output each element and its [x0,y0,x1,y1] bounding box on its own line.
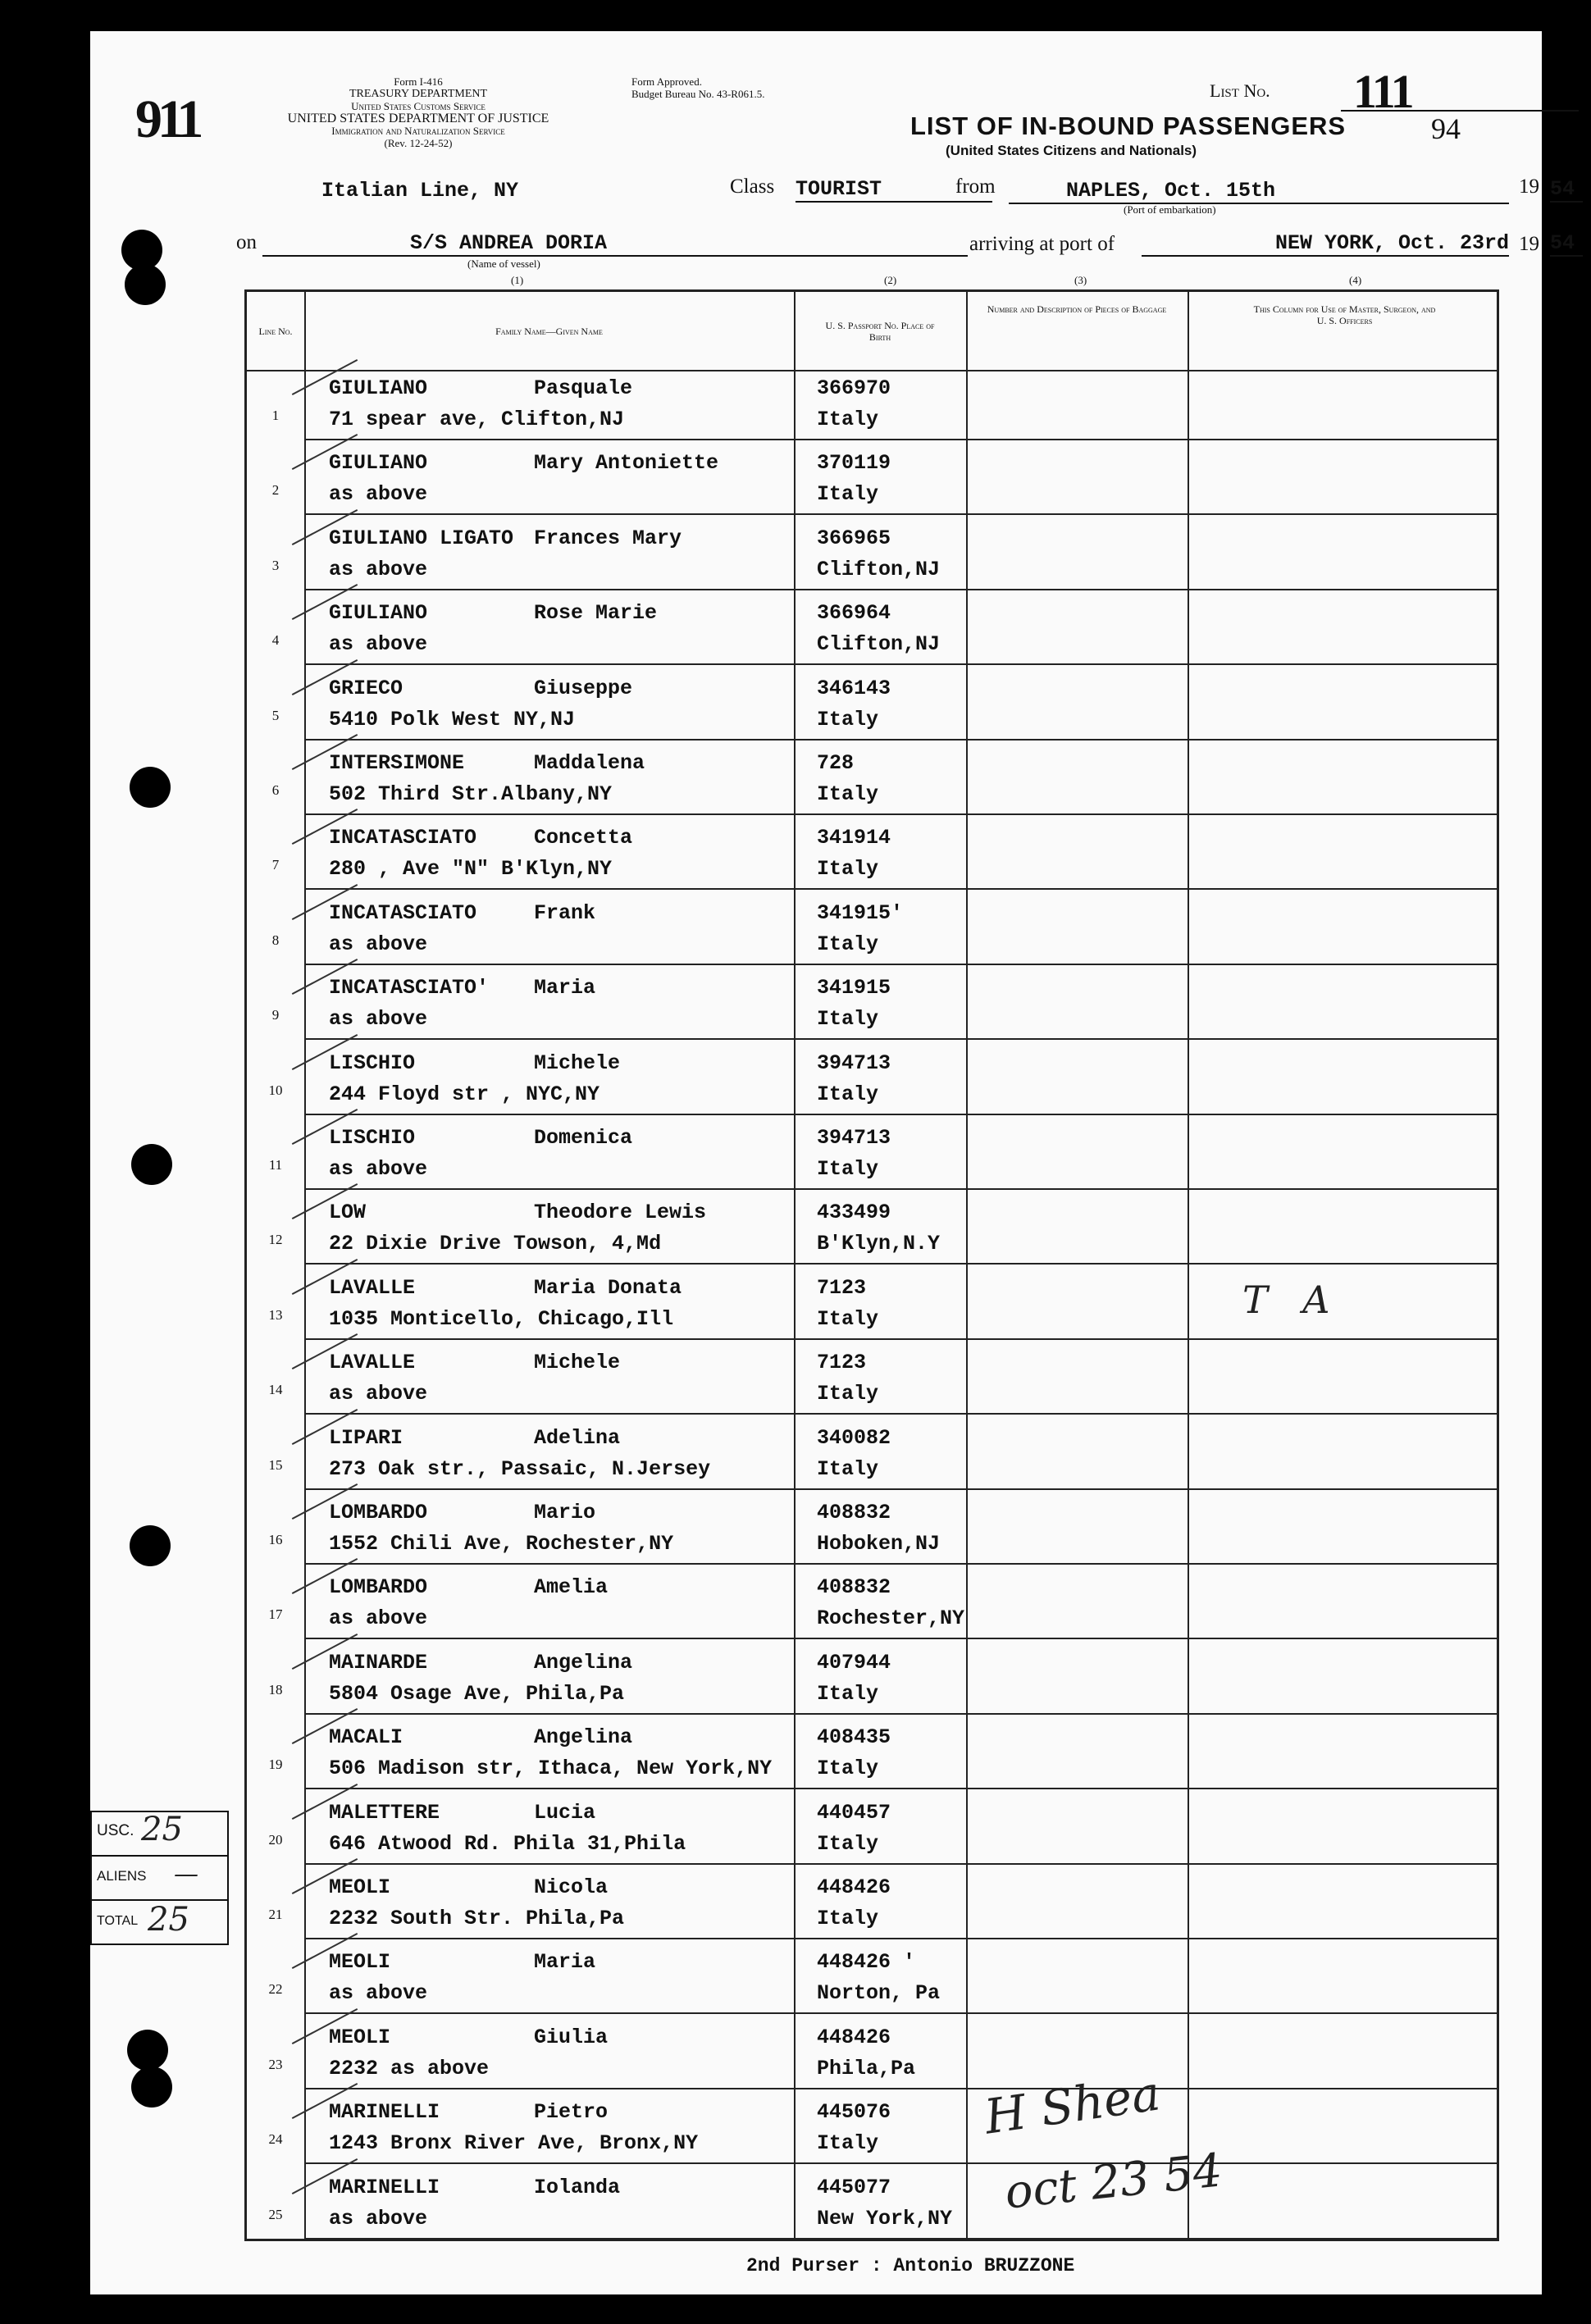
line-number: 24 [268,2131,283,2148]
place-of-birth: Italy [817,408,879,431]
list-number: 111 [1353,65,1412,118]
list-sub-number: 94 [1431,112,1461,145]
ins-service: Immigration and Naturalization Service [331,125,505,137]
row-divider [304,964,1497,965]
table-row [247,1419,1497,1495]
usc-value: 25 [141,1811,183,1848]
table-row [247,370,1497,445]
place-of-birth: B'Klyn,N.Y [817,1232,941,1256]
family-name: LAVALLE [329,1351,416,1375]
class-value: TOURIST [796,177,992,203]
passport-number: 448426 [817,2025,891,2049]
year-prefix-2: 19 [1519,233,1539,255]
list-label: List No. [1210,80,1270,101]
row-divider [304,439,1497,440]
line-number: 18 [268,1681,283,1697]
row-divider [304,1038,1497,1040]
on-label: on [236,231,257,253]
address: 1035 Monticello, Chicago,Ill [329,1306,674,1331]
punch-hole [130,1525,171,1566]
line-number: 19 [268,1757,283,1773]
purser-line: 2nd Purser : Antonio BRUZZONE [746,2255,1075,2276]
address: 1243 Bronx River Ave, Bronx,NY [329,2131,699,2156]
address: 1552 Chili Ave, Rochester,NY [329,1532,674,1556]
address: 2232 as above [329,2056,490,2080]
address: as above [329,557,428,581]
line-number: 12 [268,1232,283,1248]
line-number: 11 [268,1157,283,1173]
row-divider [304,1713,1497,1715]
line-number: 3 [271,557,280,573]
col-num-4: (4) [1349,274,1362,286]
given-name: Nicola [534,1875,609,1899]
table-row [247,1794,1497,1870]
row-divider [304,513,1497,515]
ta-annotation: T A [1242,1278,1342,1322]
passport-number: 341915 [817,976,891,1000]
given-name: Angelina [534,1725,633,1750]
given-name: Angelina [534,1650,633,1675]
line-number: 16 [268,1532,283,1547]
line-number: 22 [268,1981,283,1998]
family-name: MACALI [329,1725,403,1750]
arriving-label: arriving at port of [969,233,1115,255]
address: 502 Third Str.Albany,NY [329,782,613,806]
header-name: Family Name—Given Name [495,325,603,337]
family-name: LISCHIO [329,1126,416,1150]
col-num-3: (3) [1074,274,1087,286]
passport-number: 366965 [817,526,891,550]
row-divider [304,888,1497,890]
line-number: 23 [268,2056,283,2072]
vessel-name: S/S ANDREA DORIA [262,231,968,257]
total-label: TOTAL [97,1914,139,1928]
row-divider [304,1488,1497,1490]
line-number: 14 [268,1382,283,1398]
row-divider [304,1413,1497,1415]
passport-number: 341914 [817,826,891,850]
place-of-birth: Italy [817,1831,879,1856]
passenger-table [244,289,1499,2241]
passport-number: 445076 [817,2100,891,2125]
row-divider [304,739,1497,740]
passport-number: 728 [817,751,855,775]
form-revision: (Rev. 12-24-52) [384,137,453,149]
passport-number: 7123 [817,1351,867,1375]
place-of-birth: Italy [817,1007,879,1032]
address: as above [329,1157,428,1181]
family-name: MEOLI [329,2025,391,2049]
passport-number: 366970 [817,376,891,400]
customs-service: United States Customs Service [351,100,486,112]
given-name: Concetta [534,826,633,850]
address: 22 Dixie Drive Towson, 4,Md [329,1232,662,1256]
line-number: 4 [271,632,280,649]
usc-label: USC. [97,1822,134,1839]
passport-number: 433499 [817,1201,891,1225]
family-name: MEOLI [329,1950,391,1975]
table-row [247,1719,1497,1794]
family-name: MALETTERE [329,1800,440,1825]
punch-hole [131,1144,172,1185]
header-passport: U. S. Passport No. Place of Birth [825,319,935,343]
line-number: 17 [268,1606,283,1623]
family-name: GIULIANO [329,601,428,626]
family-name: MARINELLI [329,2100,440,2125]
given-name: Giuseppe [534,676,633,700]
tally-box [90,1811,229,1945]
place-of-birth: Italy [817,1907,879,1930]
form-header-left [254,75,582,149]
given-name: Pasquale [534,376,633,400]
place-of-birth: Italy [817,782,879,806]
aliens-count-row [92,1857,227,1901]
table-row [247,1644,1497,1720]
table-row [247,1569,1497,1644]
row-divider [304,663,1497,665]
address: as above [329,1606,428,1631]
total-value: 25 [148,1901,189,1939]
row-divider [304,2238,1497,2240]
family-name: INCATASCIATO' [329,976,490,1000]
place-of-birth: Phila,Pa [817,2056,916,2080]
signature-date: oct 23 54 [1002,2144,1225,2220]
family-name: INCATASCIATO [329,900,477,925]
col-num-2: (2) [884,274,897,286]
header-line-no: Line No. [258,325,293,337]
given-name: Michele [534,1351,621,1375]
given-name: Maria [534,976,596,1000]
place-of-birth: Italy [817,1382,879,1406]
line-number: 21 [268,1907,283,1922]
place-of-birth: Italy [817,1757,879,1781]
row-divider [304,589,1497,590]
passport-number: 370119 [817,451,891,476]
line-number: 6 [271,782,280,798]
table-row [247,1344,1497,1419]
table-row [247,1194,1497,1269]
given-name: Michele [534,1050,621,1075]
given-name: Maddalena [534,751,645,775]
place-of-birth: New York,NY [817,2206,953,2231]
row-divider [304,2012,1497,2014]
punch-hole [127,2030,168,2071]
given-name: Mario [534,1501,596,1524]
place-of-birth: Italy [817,1456,879,1481]
address: as above [329,1981,428,2006]
given-name: Giulia [534,2025,609,2049]
header-officers: This Column for Use of Master, Surgeon, and U. S. Officers [1253,303,1436,326]
passport-number: 7123 [817,1275,867,1300]
line-number: 9 [271,1007,280,1023]
family-name: MAINARDE [329,1650,428,1675]
passport-number: 408832 [817,1575,891,1600]
place-of-birth: Clifton,NJ [817,632,941,657]
table-row [247,595,1497,670]
row-divider [304,2162,1497,2164]
family-name: INCATASCIATO [329,826,477,850]
arrival-port: NEW YORK, Oct. 23rd [1142,231,1509,257]
passport-number: 448426 [817,1875,891,1899]
family-name: LOW [329,1201,367,1225]
form-approval [631,75,764,100]
given-name: Adelina [534,1425,621,1450]
address: as above [329,1382,428,1406]
address: 646 Atwood Rd. Phila 31,Phila [329,1831,686,1856]
table-row [247,2169,1497,2244]
given-name: Mary Antoniette [534,451,719,476]
family-name: LOMBARDO [329,1501,428,1524]
passport-number: 394713 [817,1126,891,1150]
table-row [247,1494,1497,1570]
table-row [247,2094,1497,2169]
family-name: MEOLI [329,1875,391,1899]
table-row [247,745,1497,820]
dept-treasury: TREASURY DEPARTMENT [349,88,488,100]
row-divider [304,1788,1497,1789]
place-of-birth: Italy [817,1082,879,1106]
col-num-1: (1) [511,274,524,286]
total-count-row [92,1901,227,1944]
line-number: 20 [268,1831,283,1848]
place-of-birth: Italy [817,932,879,956]
line-number: 25 [268,2206,283,2222]
year-2: 54 [1550,231,1583,257]
family-name: MARINELLI [329,2175,440,2199]
place-of-birth: Clifton,NJ [817,557,941,581]
embark-port: NAPLES, Oct. 15th [1009,179,1509,204]
place-of-birth: Italy [817,2131,879,2156]
address: 5410 Polk West NY,NJ [329,707,576,731]
row-divider [304,1338,1497,1340]
table-row [247,1119,1497,1195]
row-divider [304,2088,1497,2089]
punch-hole [125,264,166,305]
passport-number: 445077 [817,2175,891,2199]
given-name: Maria Donata [534,1275,682,1300]
family-name: LISCHIO [329,1050,416,1075]
place-of-birth: Hoboken,NJ [817,1532,941,1556]
given-name: Lucia [534,1800,596,1825]
address: as above [329,2206,428,2231]
table-row [247,1944,1497,2019]
passport-number: 407944 [817,1650,891,1675]
table-row [247,670,1497,745]
header-baggage: Number and Description of Pieces of Baggage [987,303,1167,315]
address: 244 Floyd str , NYC,NY [329,1082,600,1106]
family-name: LIPARI [329,1425,403,1450]
line-number: 2 [271,482,280,499]
row-divider [304,1188,1497,1190]
given-name: Iolanda [534,2175,621,2199]
shipping-line: Italian Line, NY [321,179,519,203]
place-of-birth: Italy [817,1681,879,1706]
family-name: GRIECO [329,676,403,700]
passport-number: 346143 [817,676,891,700]
table-row [247,895,1497,970]
given-name: Frank [534,900,596,925]
place-of-birth: Italy [817,1157,879,1181]
passport-number: 341915' [817,900,904,925]
table-row [247,444,1497,520]
given-name: Amelia [534,1575,609,1600]
page-title: LIST OF IN-BOUND PASSENGERS [910,112,1347,140]
row-divider [304,1563,1497,1565]
given-name: Frances Mary [534,526,682,550]
from-label: from [955,175,996,198]
line-number: 13 [268,1306,283,1323]
dept-justice: UNITED STATES DEPARTMENT OF JUSTICE [287,112,549,125]
usc-count-row [92,1812,227,1857]
passport-number: 408435 [817,1725,891,1750]
passport-number: 448426 ' [817,1950,916,1975]
table-row [247,969,1497,1045]
address: as above [329,1007,428,1032]
given-name: Domenica [534,1126,633,1150]
given-name: Pietro [534,2100,609,2125]
place-of-birth: Italy [817,1306,879,1331]
family-name: GIULIANO [329,376,428,400]
stamp-number: 911 [135,89,199,149]
line-number: 5 [271,707,280,723]
address: as above [329,482,428,507]
row-divider [304,1114,1497,1115]
family-name: GIULIANO LIGATO [329,526,514,550]
address: 71 spear ave, Clifton,NJ [329,408,625,431]
row-divider [304,1638,1497,1639]
inspector-signature: H Shea [981,2065,1164,2145]
family-name: LOMBARDO [329,1575,428,1600]
family-name: LAVALLE [329,1275,416,1300]
row-divider [304,813,1497,815]
given-name: Maria [534,1950,596,1975]
budget-bureau: Budget Bureau No. 43-R061.5. [631,88,765,100]
given-name: Rose Marie [534,601,658,626]
table-row [247,1869,1497,1944]
address: 5804 Osage Ave, Phila,Pa [329,1681,625,1706]
place-of-birth: Italy [817,857,879,882]
place-of-birth: Italy [817,482,879,507]
address: 2232 South Str. Phila,Pa [329,1907,625,1930]
table-row [247,520,1497,595]
aliens-value: — [174,1860,198,1889]
line-number: 15 [268,1456,283,1473]
table-row [247,1045,1497,1120]
class-label: Class [730,175,775,198]
page-subtitle: (United States Citizens and Nationals) [946,143,1197,158]
year-1: 54 [1550,177,1583,203]
year-prefix-1: 19 [1519,175,1539,198]
vessel-note: (Name of vessel) [467,257,540,270]
passport-number: 340082 [817,1425,891,1450]
table-row [247,819,1497,895]
given-name: Theodore Lewis [534,1201,707,1225]
address: 273 Oak str., Passaic, N.Jersey [329,1456,711,1481]
aliens-label: ALIENS [97,1868,147,1884]
place-of-birth: Norton, Pa [817,1981,941,2006]
table-row [247,2019,1497,2094]
line-number: 10 [268,1082,283,1098]
approval-text: Form Approved. [631,75,702,88]
place-of-birth: Rochester,NY [817,1606,965,1631]
place-of-birth: Italy [817,707,879,731]
family-name: GIULIANO [329,451,428,476]
passport-number: 366964 [817,601,891,626]
address: 506 Madison str, Ithaca, New York,NY [329,1757,773,1781]
passport-number: 440457 [817,1800,891,1825]
line-number: 7 [271,857,280,873]
address: as above [329,932,428,956]
form-number: Form I-416 [394,75,443,88]
punch-hole [130,767,171,808]
row-divider [304,1863,1497,1865]
address: as above [329,632,428,657]
punch-hole [131,2067,172,2108]
row-divider [304,1938,1497,1939]
manifest-sheet [90,31,1575,2294]
passport-number: 408832 [817,1501,891,1524]
address: 280 , Ave "N" B'Klyn,NY [329,857,613,882]
line-number: 1 [271,408,280,423]
line-number: 8 [271,932,280,948]
family-name: INTERSIMONE [329,751,465,775]
embark-note: (Port of embarkation) [1124,203,1216,216]
passport-number: 394713 [817,1050,891,1075]
row-divider [304,1263,1497,1265]
